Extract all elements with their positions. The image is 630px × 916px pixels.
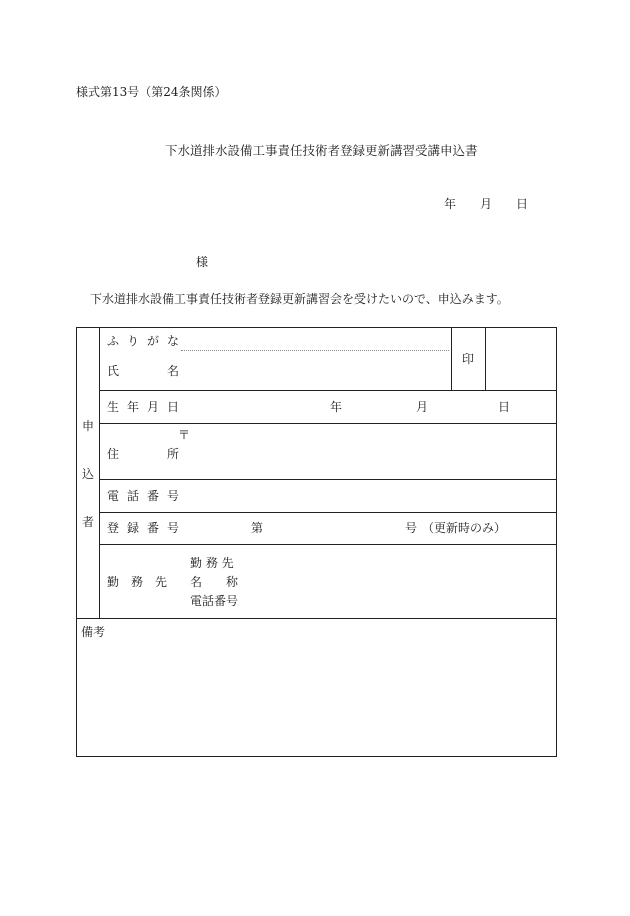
phone-label: 話	[127, 489, 140, 503]
seal-label: 印	[462, 352, 475, 366]
divider	[99, 544, 556, 545]
birth-month-label: 月	[416, 400, 429, 414]
furigana-label: が	[147, 334, 160, 348]
divider	[485, 328, 486, 390]
divider	[99, 512, 556, 513]
divider	[99, 328, 100, 618]
phone-label: 電	[107, 489, 120, 503]
workplace-sub-workplace: 勤 務 先	[190, 556, 234, 570]
divider	[99, 479, 556, 480]
registration-label: 番	[147, 521, 160, 535]
registration-note: （更新時のみ）	[422, 521, 507, 535]
workplace-sub-name: 名	[190, 575, 203, 589]
registration-suffix: 号	[405, 521, 418, 535]
remarks-input-area[interactable]	[81, 644, 551, 752]
furigana-input-area[interactable]	[181, 332, 449, 348]
furigana-label: り	[127, 334, 140, 348]
postal-mark-icon: 〒	[178, 428, 191, 442]
furigana-label: な	[167, 334, 180, 348]
registration-label: 録	[127, 521, 140, 535]
request-sentence: 下水道排水設備工事責任技術者登録更新講習会を受けたいので、申込みます。	[90, 292, 509, 306]
phone-label: 番	[147, 489, 160, 503]
workplace-sub-name: 称	[226, 575, 239, 589]
remarks-label: 備考	[81, 625, 106, 639]
applicant-label-char: 申	[82, 419, 95, 433]
seal-box[interactable]	[487, 330, 555, 388]
application-form-table	[76, 327, 557, 757]
name-label: 氏	[107, 364, 120, 378]
birth-day-label: 日	[498, 400, 511, 414]
workplace-label: 務	[131, 575, 144, 589]
name-label: 名	[167, 364, 180, 378]
divider	[77, 618, 556, 619]
phone-label: 号	[167, 489, 180, 503]
furigana-dotted-line	[181, 350, 449, 351]
form-number: 様式第13号（第24条関係）	[76, 85, 227, 99]
workplace-sub-phone: 電話番号	[190, 594, 239, 608]
divider	[99, 390, 556, 391]
divider	[451, 328, 452, 390]
date-day-label: 日	[516, 197, 529, 211]
birth-year-label: 年	[330, 400, 343, 414]
name-input-area[interactable]	[181, 356, 449, 386]
birth-label: 生	[107, 400, 120, 414]
phone-input-area[interactable]	[195, 482, 553, 510]
applicant-label-char: 者	[82, 515, 95, 529]
furigana-label: ふ	[107, 334, 120, 348]
registration-input-area[interactable]	[267, 516, 401, 542]
registration-prefix: 第	[251, 521, 264, 535]
birth-label: 年	[127, 400, 140, 414]
workplace-label: 先	[155, 575, 168, 589]
addressee-suffix: 様	[196, 255, 209, 269]
address-label: 住	[107, 447, 120, 461]
divider	[99, 423, 556, 424]
date-year-label: 年	[444, 197, 457, 211]
address-label: 所	[167, 447, 180, 461]
workplace-input-area[interactable]	[247, 548, 553, 614]
applicant-label-char: 込	[82, 467, 95, 481]
birth-label: 日	[167, 400, 180, 414]
date-month-label: 月	[480, 197, 493, 211]
address-input-area[interactable]	[195, 426, 553, 476]
registration-label: 号	[167, 521, 180, 535]
birth-label: 月	[147, 400, 160, 414]
workplace-label: 勤	[107, 575, 120, 589]
form-title: 下水道排水設備工事責任技術者登録更新講習受講申込書	[165, 143, 478, 158]
registration-label: 登	[107, 521, 120, 535]
